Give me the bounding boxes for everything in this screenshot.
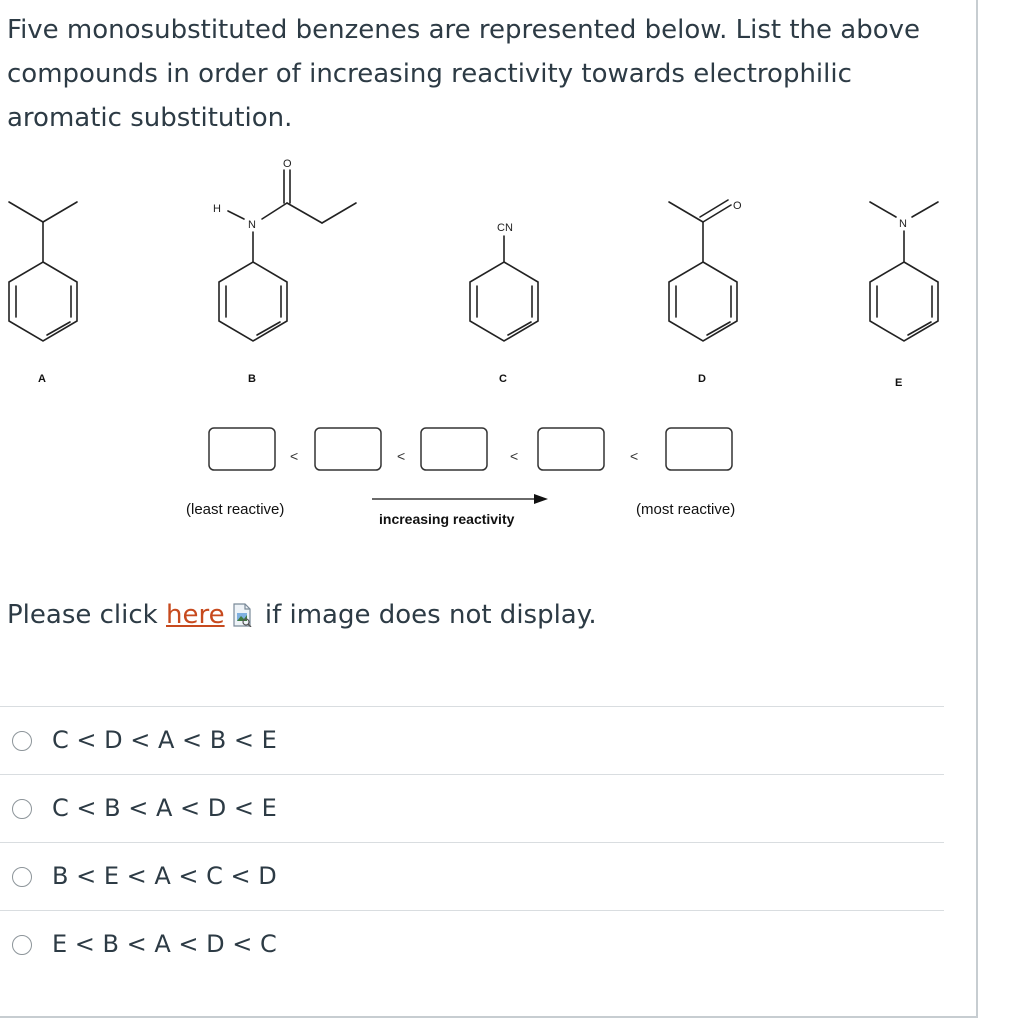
- order-box-2: [315, 428, 381, 470]
- order-box-3: [421, 428, 487, 470]
- compound-b-n-atom: N: [248, 219, 256, 231]
- compound-e-n-atom: N: [899, 218, 907, 230]
- compound-c: [470, 222, 538, 385]
- compound-b-label: B: [248, 373, 256, 385]
- fallback-prefix: Please click: [7, 600, 166, 630]
- here-link[interactable]: here: [166, 600, 225, 630]
- increasing-reactivity-label: increasing reactivity: [379, 511, 515, 527]
- compound-d: [669, 200, 742, 385]
- answer-option-3[interactable]: [0, 842, 944, 910]
- compound-d-o-atom: O: [733, 200, 742, 212]
- compound-b: [213, 158, 356, 385]
- answer-option-1[interactable]: [0, 706, 944, 774]
- image-fallback-line: [7, 600, 597, 634]
- compound-a-label: A: [38, 373, 46, 385]
- compound-d-label: D: [698, 373, 706, 385]
- compound-b-h-atom: H: [213, 203, 221, 215]
- compound-c-cn-group: CN: [497, 222, 513, 234]
- answer-option-4[interactable]: [0, 910, 944, 978]
- compound-e: [870, 202, 938, 389]
- answer-label-3[interactable]: B < E < A < C < D: [52, 862, 277, 890]
- arrow-head: [534, 494, 548, 504]
- answer-radio-4[interactable]: [12, 935, 32, 955]
- most-reactive-label: (most reactive): [636, 501, 736, 518]
- compound-b-o-atom: O: [283, 158, 292, 170]
- order-box-5: [666, 428, 732, 470]
- fallback-suffix: if image does not display.: [256, 600, 597, 630]
- answer-radio-1[interactable]: [12, 731, 32, 751]
- answer-list: [0, 706, 944, 978]
- less-than-4: <: [630, 448, 639, 464]
- compound-a: [9, 202, 77, 385]
- answer-option-2[interactable]: [0, 774, 944, 842]
- image-file-icon[interactable]: [231, 603, 253, 634]
- question-figure: [0, 150, 978, 550]
- less-than-1: <: [290, 448, 299, 464]
- less-than-2: <: [397, 448, 406, 464]
- compound-c-label: C: [499, 373, 507, 385]
- order-box-1: [209, 428, 275, 470]
- least-reactive-label: (least reactive): [186, 501, 285, 518]
- question-text: Five monosubstituted benzenes are represented below. List the above compounds in order of increasing reactivity towards electrophilic aromatic substitution.: [7, 15, 921, 133]
- answer-radio-3[interactable]: [12, 867, 32, 887]
- order-box-4: [538, 428, 604, 470]
- less-than-3: <: [510, 448, 519, 464]
- answer-label-4[interactable]: E < B < A < D < C: [52, 930, 277, 958]
- answer-radio-2[interactable]: [12, 799, 32, 819]
- compound-e-label: E: [895, 377, 903, 389]
- answer-label-2[interactable]: C < B < A < D < E: [52, 794, 277, 822]
- answer-label-1[interactable]: C < D < A < B < E: [52, 726, 277, 754]
